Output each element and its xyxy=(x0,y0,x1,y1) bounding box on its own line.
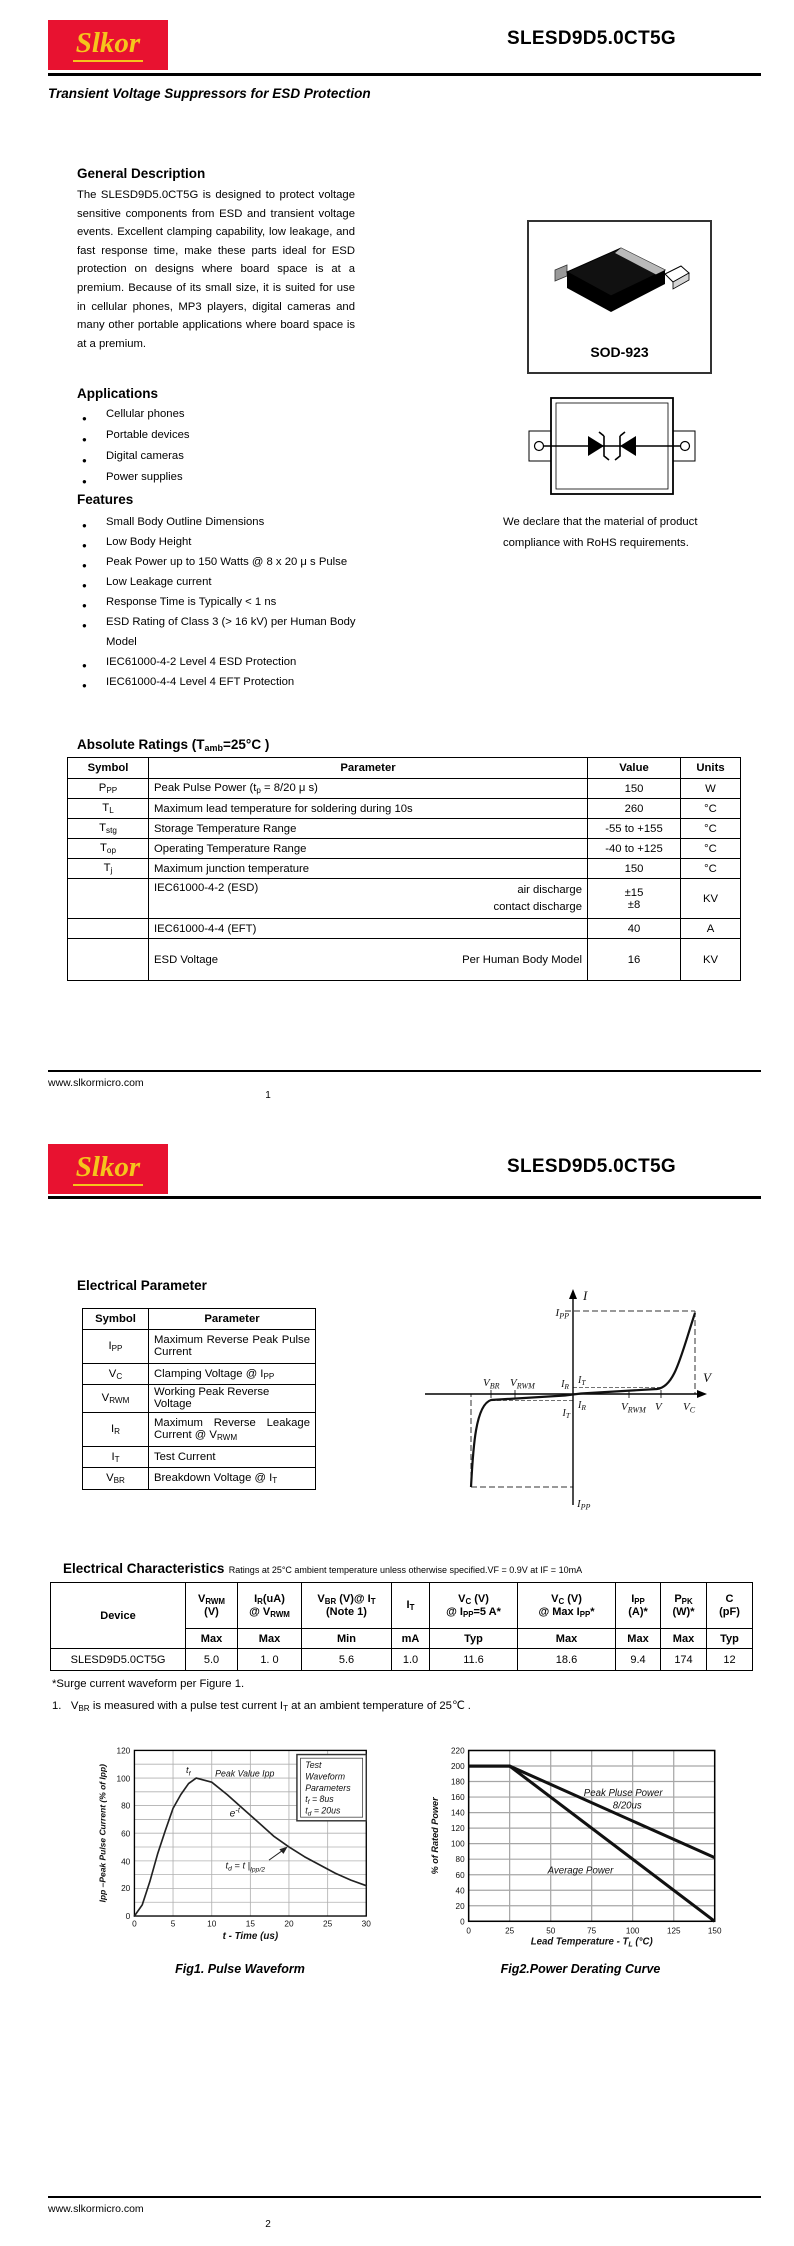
table-row xyxy=(68,779,741,799)
rohs-line2: compliance with RoHS requirements. xyxy=(503,537,689,549)
header-rule xyxy=(48,73,761,76)
column-header: IT xyxy=(392,1583,430,1629)
value-cell: -40 to +125 xyxy=(588,839,681,859)
y-tick: 140 xyxy=(451,1808,465,1818)
general-description-heading: General Description xyxy=(77,166,206,181)
list-item: ● IEC61000-4-2 Level 4 ESD Protection xyxy=(80,652,358,672)
table-row xyxy=(68,839,741,859)
value-cell: 18.6 xyxy=(518,1649,616,1671)
column-header: IPP (A)* xyxy=(616,1583,661,1629)
value-cell: 11.6 xyxy=(430,1649,518,1671)
device-cell: SLESD9D5.0CT5G xyxy=(51,1649,186,1671)
table-row xyxy=(68,819,741,839)
limit-type-cell: Min xyxy=(302,1629,392,1649)
x-tick: 75 xyxy=(587,1926,597,1936)
limit-type-cell: Max xyxy=(616,1629,661,1649)
fig1-y-axis-label: Ipp –Peak Pulse Current (% of Ipp) xyxy=(97,1764,108,1903)
value-cell: ±15 ±8 xyxy=(588,879,681,919)
ipp-neg-label: $I_{PP}$ xyxy=(577,1498,591,1511)
list-item: ● Low Leakage current xyxy=(80,572,358,592)
symbol-cell: IR xyxy=(83,1413,149,1447)
legend-line: Waveform xyxy=(305,1771,346,1782)
x-tick: 25 xyxy=(323,1919,333,1929)
fig2-y-axis-label: % of Rated Power xyxy=(430,1797,441,1875)
y-tick: 120 xyxy=(451,1824,465,1834)
header-rule xyxy=(48,1196,761,1199)
document-subtitle: Transient Voltage Suppressors for ESD Protection xyxy=(48,86,371,101)
table-header-row xyxy=(83,1309,316,1330)
iv-curve xyxy=(471,1313,695,1487)
ipp-label: $I_{PP}$ xyxy=(555,1307,569,1321)
table-row xyxy=(68,879,741,919)
column-header: IR(uA) @ VRWM xyxy=(238,1583,302,1629)
td-annotation: $t_d = t$ $|_{Ipp/2}$ xyxy=(225,1860,265,1874)
package-name-label: SOD-923 xyxy=(590,344,649,360)
peak-value-annotation: Peak Value Ipp xyxy=(215,1768,275,1779)
fig2-x-axis-label: Lead Temperature - $T_L$ (°C) xyxy=(530,1936,653,1947)
x-tick: 0 xyxy=(132,1919,137,1929)
parameter-cell: Working Peak Reverse Voltage xyxy=(149,1385,316,1413)
y-tick: 100 xyxy=(451,1839,465,1849)
column-header: Value xyxy=(588,758,681,779)
heading-text: Electrical Characteristics xyxy=(63,1561,225,1576)
footer-url: www.slkormicro.com xyxy=(48,2203,144,2215)
legend-line: Parameters xyxy=(305,1782,351,1793)
table-row xyxy=(83,1468,316,1490)
parameter-cell: Test Current xyxy=(149,1447,316,1468)
tf-annotation: $t_f$ xyxy=(186,1765,191,1778)
average-power-label: Average Power xyxy=(547,1865,614,1877)
v-axis-label: V xyxy=(703,1370,711,1385)
value-cell: 9.4 xyxy=(616,1649,661,1671)
ir-label: $I_R$ xyxy=(561,1379,569,1391)
peak-pulse-power-sublabel: 8/20us xyxy=(612,1800,642,1812)
symbol-cell: TL xyxy=(68,799,149,819)
y-tick: 200 xyxy=(451,1762,465,1772)
brand-logo-text: Slkor xyxy=(73,1153,143,1186)
annotation-arrow xyxy=(279,1847,287,1854)
column-header: Units xyxy=(681,758,741,779)
y-tick: 40 xyxy=(455,1886,465,1896)
parameter-cell: Maximum junction temperature xyxy=(149,859,588,879)
table-data-row xyxy=(51,1649,753,1671)
units-cell: °C xyxy=(681,799,741,819)
column-header: PPK (W)* xyxy=(661,1583,707,1629)
y-tick: 100 xyxy=(116,1774,131,1784)
parameter-cell: Maximum Reverse Leakage Current @ VRWM xyxy=(149,1413,316,1447)
symbol-cell xyxy=(68,919,149,939)
value-cell: 40 xyxy=(588,919,681,939)
electrical-parameter-heading: Electrical Parameter xyxy=(77,1278,207,1293)
value-cell: 1.0 xyxy=(392,1649,430,1671)
column-header: Symbol xyxy=(68,758,149,779)
column-header: Device xyxy=(51,1583,186,1649)
parameter-cell: Clamping Voltage @ IPP xyxy=(149,1364,316,1385)
limit-type-cell: mA xyxy=(392,1629,430,1649)
table-row xyxy=(68,859,741,879)
value-cell: 150 xyxy=(588,859,681,879)
limit-type-cell: Max xyxy=(238,1629,302,1649)
limit-type-cell: Typ xyxy=(707,1629,753,1649)
symbol-cell: IT xyxy=(83,1447,149,1468)
units-cell: KV xyxy=(681,879,741,919)
x-tick: 100 xyxy=(625,1926,640,1936)
rohs-line1: We declare that the material of product xyxy=(503,516,698,528)
x-tick: 125 xyxy=(666,1926,681,1936)
y-tick: 80 xyxy=(121,1801,131,1811)
y-tick: 0 xyxy=(460,1917,465,1927)
absolute-ratings-heading xyxy=(77,737,269,753)
parameter-cell: IEC61000-4-4 (EFT) xyxy=(149,919,588,939)
value-cell: 1. 0 xyxy=(238,1649,302,1671)
heading-subscript: amb xyxy=(204,743,224,753)
sod923-package-icon xyxy=(529,232,706,327)
value-cell: 12 xyxy=(707,1649,753,1671)
value-cell: 150 xyxy=(588,779,681,799)
conditions-note: Ratings at 25°C ambient temperature unless otherwise specified.VF = 0.9V at IF = 10mA xyxy=(228,1565,583,1575)
symbol-cell: IPP xyxy=(83,1330,149,1364)
symbol-cell: Tstg xyxy=(68,819,149,839)
features-list xyxy=(80,512,358,692)
symbol-cell: Tj xyxy=(68,859,149,879)
symbol-cell: Top xyxy=(68,839,149,859)
table-row xyxy=(68,919,741,939)
symbol-cell: PPP xyxy=(68,779,149,799)
y-tick: 0 xyxy=(125,1912,131,1922)
parameter-cell: Operating Temperature Range xyxy=(149,839,588,859)
x-tick: 20 xyxy=(284,1919,294,1929)
value-cell: 5.6 xyxy=(302,1649,392,1671)
footer-rule xyxy=(48,1070,761,1072)
units-cell: KV xyxy=(681,939,741,981)
package-outline-box xyxy=(527,220,712,374)
note-1: 1. VBR is measured with a pulse test current IT at an ambient temperature of 25℃ . xyxy=(52,1700,471,1713)
units-cell: W xyxy=(681,779,741,799)
parameter-cell: IEC61000-4-2 (ESD) air discharge contact discharge xyxy=(149,879,588,919)
column-header: VRWM (V) xyxy=(186,1583,238,1629)
list-item: ● Response Time is Typically < 1 ns xyxy=(80,592,358,612)
symbol-cell: VC xyxy=(83,1364,149,1385)
y-tick: 160 xyxy=(451,1793,465,1803)
value-cell: 174 xyxy=(661,1649,707,1671)
footer-rule xyxy=(48,2196,761,2198)
units-cell: °C xyxy=(681,859,741,879)
applications-list xyxy=(80,404,190,488)
column-header: VC (V) @ IPP=5 A* xyxy=(430,1583,518,1629)
x-tick: 150 xyxy=(707,1926,722,1936)
fig1-x-axis-label: t - Time (us) xyxy=(222,1930,279,1942)
value-cell: -55 to +155 xyxy=(588,819,681,839)
page-title: SLESD9D5.0CT5G xyxy=(507,28,676,49)
fig2-caption: Fig2.Power Derating Curve xyxy=(500,1962,661,1976)
list-item: ● IEC61000-4-4 Level 4 EFT Protection xyxy=(80,672,358,692)
x-tick: 30 xyxy=(361,1919,371,1929)
y-tick: 60 xyxy=(121,1829,131,1839)
electrical-parameter-table xyxy=(82,1308,316,1490)
footer-url: www.slkormicro.com xyxy=(48,1077,144,1089)
column-header: VC (V) @ Max IPP* xyxy=(518,1583,616,1629)
absolute-ratings-table xyxy=(67,757,741,981)
y-tick: 20 xyxy=(455,1901,465,1911)
x-tick: 10 xyxy=(207,1919,217,1929)
value-cell: 260 xyxy=(588,799,681,819)
general-description-body: The SLESD9D5.0CT5G is designed to protect voltage sensitive components from ESD and transient voltage events. Excellent clamping capability, low leakage, and fast response time, make these parts ideal for ESD protection on designs where board space is at a premium. Because of its small size, it is suited for use in cellular phones, MP3 players, digital cameras and many other portable applications where board space is at a premium. xyxy=(77,189,355,350)
list-item: ● Cellular phones xyxy=(80,404,190,425)
y-tick: 40 xyxy=(121,1857,131,1867)
table-row xyxy=(83,1413,316,1447)
vi-characteristic-curve-diagram xyxy=(415,1283,715,1511)
rohs-declaration xyxy=(503,512,753,554)
electrical-characteristics-heading xyxy=(63,1560,582,1578)
it-label: $I_T$ xyxy=(578,1375,586,1387)
applications-heading: Applications xyxy=(77,386,159,401)
column-header: Symbol xyxy=(83,1309,149,1330)
electrical-characteristics-table xyxy=(50,1582,753,1671)
fig2-power-derating-chart xyxy=(428,1738,733,1947)
limit-type-cell: Max xyxy=(661,1629,707,1649)
page-number: 1 xyxy=(265,1090,271,1101)
units-cell: A xyxy=(681,919,741,939)
brand-logo xyxy=(48,1144,168,1194)
column-header: VBR (V)@ IT (Note 1) xyxy=(302,1583,392,1629)
parameter-cell: Peak Pulse Power (tp = 8/20 μ s) xyxy=(149,779,588,799)
x-tick: 0 xyxy=(466,1926,471,1936)
list-item: ● ESD Rating of Class 3 (> 16 kV) per Human Body Model xyxy=(80,612,358,652)
table-row xyxy=(68,939,741,981)
parameter-cell: Storage Temperature Range xyxy=(149,819,588,839)
table-header-row xyxy=(68,758,741,779)
parameter-cell: ESD Voltage Per Human Body Model xyxy=(149,939,588,981)
x-tick: 25 xyxy=(505,1926,515,1936)
table-header-row xyxy=(51,1583,753,1629)
symbol-cell xyxy=(68,879,149,919)
vrwm-label: $V_{RWM}$ xyxy=(621,1401,646,1415)
surge-note: *Surge current waveform per Figure 1. xyxy=(52,1678,245,1690)
brand-logo-text: Slkor xyxy=(73,29,143,62)
y-tick: 120 xyxy=(116,1746,131,1756)
x-tick: 5 xyxy=(170,1919,176,1929)
list-item: ● Portable devices xyxy=(80,425,190,446)
vbr-label: V xyxy=(655,1401,662,1413)
table-row xyxy=(68,799,741,819)
column-header: Parameter xyxy=(149,758,588,779)
y-tick: 60 xyxy=(455,1870,465,1880)
i-axis-label: I xyxy=(583,1288,588,1303)
symbol-cell: VRWM xyxy=(83,1385,149,1413)
y-tick: 80 xyxy=(455,1855,465,1865)
page-number: 2 xyxy=(265,2219,271,2230)
column-header: Parameter xyxy=(149,1309,316,1330)
list-item: ● Digital cameras xyxy=(80,446,190,467)
table-row xyxy=(83,1447,316,1468)
vbr-label: $V_{BR}$ xyxy=(483,1377,500,1391)
fig1-pulse-waveform-chart xyxy=(95,1738,385,1945)
list-item: ● Power supplies xyxy=(80,467,190,488)
units-cell: °C xyxy=(681,819,741,839)
heading-text: =25°C ) xyxy=(223,737,270,752)
x-tick: 50 xyxy=(546,1926,556,1936)
parameter-cell: Maximum Reverse Peak Pulse Current xyxy=(149,1330,316,1364)
value-cell: 5.0 xyxy=(186,1649,238,1671)
symbol-cell: VBR xyxy=(83,1468,149,1490)
y-tick: 220 xyxy=(451,1746,465,1756)
legend-td: $t_d = 20us$ xyxy=(305,1805,341,1818)
table-row xyxy=(83,1364,316,1385)
peak-pulse-power-label: Peak Pluse Power xyxy=(583,1788,663,1800)
parameter-cell: Breakdown Voltage @ IT xyxy=(149,1468,316,1490)
table-row xyxy=(83,1385,316,1413)
limit-type-cell: Typ xyxy=(430,1629,518,1649)
brand-logo xyxy=(48,20,168,70)
units-cell: °C xyxy=(681,839,741,859)
features-heading: Features xyxy=(77,492,134,507)
vc-label: $V_C$ xyxy=(683,1401,696,1415)
x-tick: 15 xyxy=(245,1919,255,1929)
vrwm-label: $V_{RWM}$ xyxy=(510,1377,535,1391)
heading-text: Absolute Ratings (T xyxy=(77,737,205,752)
y-tick: 20 xyxy=(121,1884,131,1894)
limit-type-cell: Max xyxy=(186,1629,238,1649)
list-item: ● Low Body Height xyxy=(80,532,358,552)
tvs-circuit-symbol-icon xyxy=(528,394,696,498)
page-title: SLESD9D5.0CT5G xyxy=(507,1156,676,1177)
column-header: C (pF) xyxy=(707,1583,753,1629)
it-label: $I_T$ xyxy=(562,1408,570,1420)
table-row xyxy=(83,1330,316,1364)
parameter-cell: Maximum lead temperature for soldering during 10s xyxy=(149,799,588,819)
ir-label: $I_R$ xyxy=(578,1400,586,1412)
value-cell: 16 xyxy=(588,939,681,981)
y-tick: 180 xyxy=(451,1777,465,1787)
legend-line: Test xyxy=(305,1760,322,1771)
limit-type-cell: Max xyxy=(518,1629,616,1649)
exp-decay-annotation: $e^{-t}$ xyxy=(229,1805,240,1820)
symbol-cell xyxy=(68,939,149,981)
fig1-caption: Fig1. Pulse Waveform xyxy=(175,1962,305,1976)
legend-tf: $t_f = 8us$ xyxy=(305,1794,334,1807)
list-item: ● Peak Power up to 150 Watts @ 8 x 20 μ s Pulse xyxy=(80,552,358,572)
list-item: ● Small Body Outline Dimensions xyxy=(80,512,358,532)
